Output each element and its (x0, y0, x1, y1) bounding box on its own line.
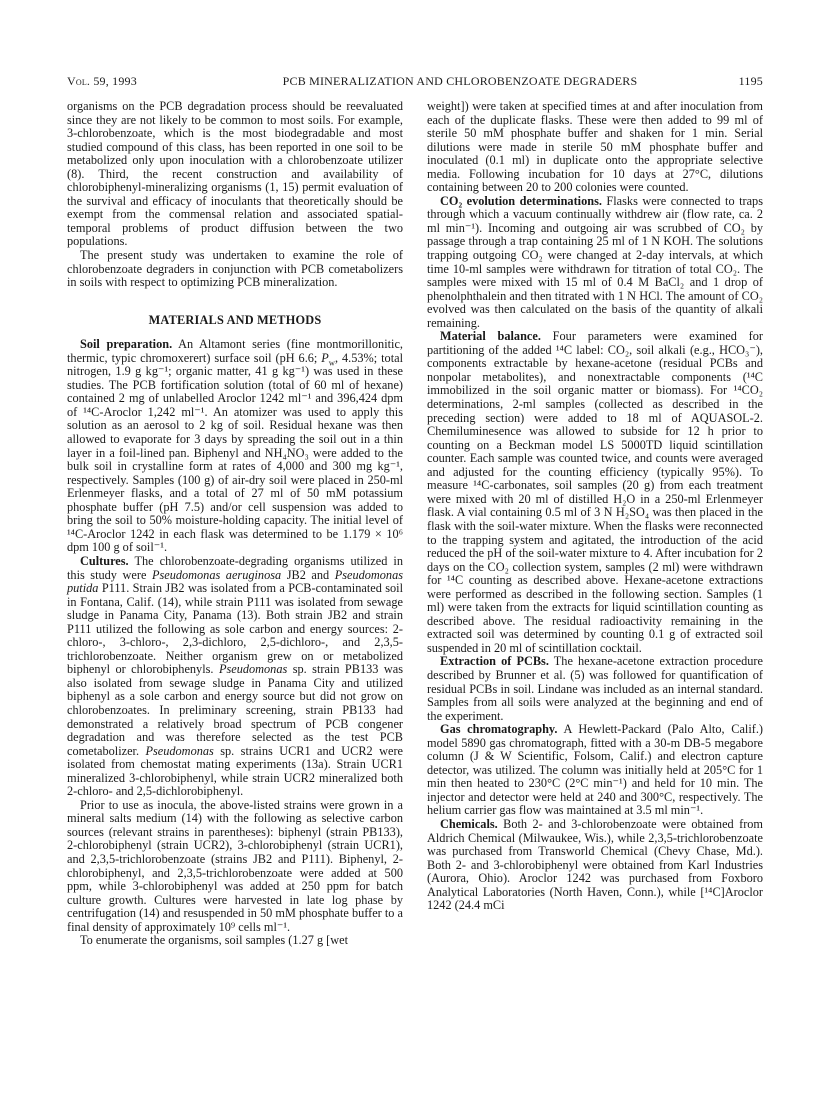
text-run: The chlorobenzoate-degrading organisms utilized in this study were (67, 553, 403, 582)
paragraph (67, 100, 403, 249)
methods-text-continued (427, 100, 763, 913)
intro-text (67, 100, 403, 290)
text-run: weight]) were taken at specified times at and after inoculation from each of the duplicate flasks. These were then added to 99 ml of sterile 50 mM phosphate buffer and shaken for 1 min. Serial dilutions were made in sterile 50 mM phosphate buffer and inoculated (0.1 ml) in duplicate onto the appropriate selective media. Following incubation for 10 days at 27°C, dilutions containing between 20 to 200 colonies were counted. (427, 99, 763, 195)
methods-text (67, 338, 403, 948)
paragraph (67, 934, 403, 948)
text-run: Flasks were connected to traps through which a vacuum continually withdrew air (flow rate, ca. 2 ml min⁻¹). Incoming and outgoing air was scrubbed of CO₂ by passage through a trap containing 25 ml of 1 N KOH. The solutions trapping outgoing CO₂ were changed at 2-day intervals, at which time 10-ml samples were withdrawn for titration of total CO₂. The samples were mixed with 15 ml of 0.4 M BaCl₂ and 1 drop of phenolphthalein and then titrated with 1 N HCl. The amount of CO₂ evolved was then calculated on the basis of the quantity of alkali remaining. (427, 193, 763, 330)
italic-text: Pseudomonas putida (67, 567, 403, 596)
text-run: Both 2- and 3-chlorobenzoate were obtained from Aldrich Chemical (Milwaukee, Wis.), while 2,3,5-trichlorobenzoate was purchased from Transworld Chemical (Chevy Chase, Md.). Both 2- and 3-chlorobiphenyl were obtained from Karl Industries (Aurora, Ohio). Aroclor 1242 was purchased from Foxboro Analytical Laboratories (North Haven, Conn.), while [¹⁴C]Aroclor 1242 (24.4 mCi (427, 816, 763, 913)
text-run: JB2 and (281, 567, 335, 582)
run-in-heading: Soil preparation. (80, 337, 173, 352)
text-run: To enumerate the organisms, soil samples (1.27 g [wet (80, 933, 349, 948)
text-run: Four parameters were examined for partitioning of the added ¹⁴C label: CO₂, soil alkali (e.g., HCO₃⁻), components extractable by hexane-acetone (residual PCBs and nonpolar metabolites), and nonextractable components (¹⁴C immobilized in the soil organic matter or biomass). For ¹⁴CO₂ determinations, 2-ml samples (collected as described in the preceding section) were added to 18 ml of AQUASOL-2. Chemiluminesence was allowed to subside for 12 h prior to counting on a Beckman model LS 5000TD liquid scintillation counter. Each sample was counted twice, and counts were averaged and adjusted for the counting efficiency (typically 95%). To measure ¹⁴C-carbonates, soil samples (20 g) from each treatment were mixed with 20 ml of distilled H₂O in a 250-ml Erlenmeyer flask. A vial containing 0.5 ml of 3 N H₂SO₄ was then placed in the flask with the soil-water mixture. When the flasks were reconnected to the trapping system and agitated, the introduction of the acid reduced the pH of the soil-water mixture to 4. After incubation for 2 days on the CO₂ collection system, samples (2 ml) were withdrawn for ¹⁴C counting as described above. Hexane-acetone extractions were performed as described in the following section. Samples (1 ml) were taken from the extracts for liquid scintillation counting as described above. The residual radioactivity remaining in the extracted soil was determined by counting 0.1 g of extracted soil suspended in 20 ml of scintillation cocktail. (427, 329, 763, 655)
text-run: sp. strain PB133 was also isolated from sewage sludge in Panama City and utilized biphenyl as a sole carbon and energy source but did not grow on chlorobenzoates. In preliminary screening, strain PB133 had demonstrated a relatively broad spectrum of PCB congener degradation and was therefore selected as the test PCB cometabolizer. (67, 662, 403, 758)
italic-text: Pseudomonas (218, 662, 288, 677)
run-in-heading: Chemicals. (440, 816, 498, 831)
paragraph (427, 723, 763, 818)
run-in-heading: Extraction of PCBs. (440, 654, 549, 669)
italic-text: Pseudomonas (145, 743, 214, 758)
text-run: sp. strains UCR1 and UCR2 were isolated from chemostat mating experiments (13a). Strain UCR1 mineralized 3-chlorobiphenyl, while strain UCR2 mineralized both 2-chloro- and 2,5-dichlorobiphenyl. (67, 743, 403, 799)
paragraph (427, 330, 763, 655)
text-run: An Altamont series (fine montmorillonitic, thermic, typic chromoxerert) surface soil (pH 6.6; (67, 337, 403, 365)
paragraph (427, 195, 763, 330)
text-run: Prior to use as inocula, the above-listed strains were grown in a mineral salts medium (14) with the following as selective carbon sources (relevant strains in parentheses): biphenyl (strain PB133), 2-chlorobiphenyl (strain UCR2), 3-chlorobiphenyl (strain UCR1), and 2,3,5-trichlorobenzoate (strains JB2 and P111). Biphenyl, 2-chlorobiphenyl, and 2,3,5-trichlorobenzoate were added at 500 ppm, while 3-chlorobiphenyl was added at 250 ppm for batch culture growth. Cultures were harvested in late log phase by centrifugation (14) and resuspended in 50 mM phosphate buffer to a final density of approximately 10⁹ cells ml⁻¹. (67, 797, 403, 934)
italic-text: Pseudomonas aeruginosa (151, 567, 282, 582)
subscript: w (328, 357, 336, 368)
right-column (427, 100, 763, 913)
page-number: 1195 (738, 74, 763, 88)
run-in-heading: Gas chromatography. (440, 722, 558, 737)
text-run: , 4.53%; total nitrogen, 1.9 g kg⁻¹; organic matter, 41 g kg⁻¹) was used in these studies. The PCB fortification solution (total of 60 ml of hexane) contained 2 mg of unlabelled Aroclor 1242 ml⁻¹ and 396,424 dpm of ¹⁴C-Aroclor 1,242 ml⁻¹. An atomizer was used to apply this solution as an aerosol to 2 kg of soil. Residual hexane was then allowed to evaporate for 3 days by spreading the soil out in a thin layer in a foil-lined pan. Biphenyl and NH₄NO₃ were added to the bulk soil in crystalline form at rates of 4,000 and 300 mg kg⁻¹, respectively. Samples (100 g) of air-dry soil were placed in 250-ml Erlenmeyer flasks, and a total of 27 ml of 50 mM potassium phosphate buffer (pH 7.5) and/or cell suspension was added to bring the soil to 50% moisture-holding capacity. The initial level of ¹⁴C-Aroclor 1242 in each flask was determined to be 1.179 × 10⁶ dpm 100 g of soil⁻¹. (67, 350, 403, 555)
paragraph (67, 799, 403, 934)
running-header (67, 74, 763, 90)
volume-info: Vol. 59, 1993 (67, 74, 137, 88)
run-in-heading: CO₂ evolution determinations. (440, 193, 602, 208)
left-column (67, 100, 403, 948)
text-run: A Hewlett-Packard (Palo Alto, Calif.) model 5890 gas chromatograph, fitted with a 30-m DB-5 megabore column (J & W Scientific, Folsom, Calif.) and electron capture detector, was utilized. The column was initially held at 205°C for 1 min then heated to 230°C (2°C min⁻¹) and held for 10 min. The injector and detector were held at 240 and 300°C, respectively. The helium carrier gas flow was maintained at 3.5 ml min⁻¹. (427, 722, 763, 818)
paragraph (67, 249, 403, 290)
paragraph (427, 100, 763, 195)
italic-text: P (321, 350, 329, 365)
text-run: organisms on the PCB degradation process should be reevaluated since they are not likely to be common to most soils. For example, 3-chlorobenzoate, which is the most biodegradable and most studied compound of this class, has been reported in one soil to be metabolized only upon inoculation with a chlorobenzoate utilizer (8). Third, the recent construction and availability of chlorobiphenyl-mineralizing organisms (1, 15) permit evaluation of the survival and efficacy of inoculants that theoretically should be exempt from the commensal relation and associated spatial-temporal problems of product diffusion between the two populations. (67, 99, 403, 249)
text-run: The present study was undertaken to examine the role of chlorobenzoate degraders in conjunction with PCB cometabolizers in soils with respect to optimizing PCB mineralization. (67, 248, 403, 290)
paragraph (67, 338, 403, 555)
text-run: P111. Strain JB2 was isolated from a PCB-contaminated soil in Fontana, Calif. (14), while strain P111 was isolated from sewage sludge in Panama City, Panama (13). Both strain JB2 and strain P111 utilized the following as sole carbon and energy sources: 2-chloro-, 3-chloro-, 2,3-dichloro, 2,5-dichloro-, and 2,3,5-trichlorobenzoate. Neither organism grew on or metabolized biphenyl or chlorobiphenyls. (67, 581, 403, 677)
paragraph (67, 555, 403, 799)
paragraph (427, 818, 763, 913)
paragraph (427, 655, 763, 723)
run-in-heading: Cultures. (80, 553, 129, 568)
section-heading: MATERIALS AND METHODS (148, 312, 322, 327)
run-in-heading: Material balance. (440, 329, 541, 344)
text-run: The hexane-acetone extraction procedure described by Brunner et al. (5) was followed for quantification of residual PCBs in soil. Lindane was included as an internal standard. Samples from all soils were analyzed at the beginning and end of the experiment. (427, 654, 763, 723)
running-title: PCB MINERALIZATION AND CHLOROBENZOATE DEGRADERS (282, 74, 638, 88)
